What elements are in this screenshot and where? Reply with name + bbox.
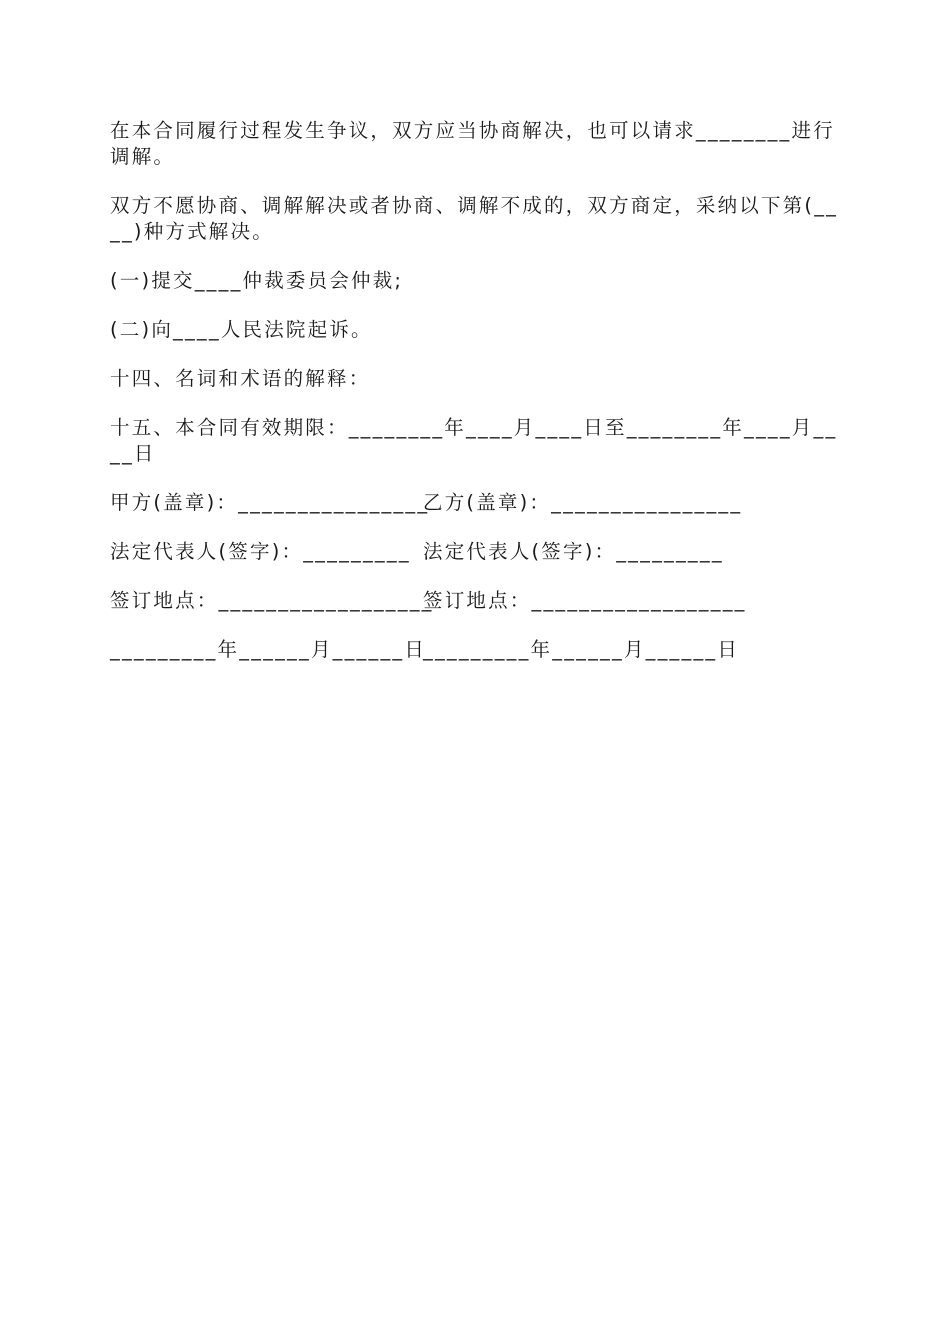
signature-row-date: [110, 637, 842, 663]
paragraph-option-court: (二)向____人民法院起诉。: [110, 318, 373, 341]
paragraph-option-arbitration: (一)提交____仲裁委员会仲裁;: [110, 269, 404, 292]
party-b-seal-field: 乙方(盖章)：________________: [423, 491, 743, 514]
paragraph-dispute-mediation: 在本合同履行过程发生争议，双方应当协商解决，也可以请求________进行调解。: [110, 119, 835, 168]
signature-row-representative: [110, 539, 842, 565]
party-a-seal-field: 甲方(盖章)：________________: [110, 491, 430, 514]
signature-row-place: [110, 588, 842, 614]
party-a-place-field: 签订地点：__________________: [110, 589, 434, 612]
section-15-validity: 十五、本合同有效期限：________年____月____日至________年____月____日: [110, 416, 838, 465]
signature-row-seal: [110, 490, 842, 516]
party-b-place-field: 签订地点：__________________: [423, 589, 747, 612]
paragraph-resolution-method: 双方不愿协商、调解解决或者协商、调解不成的，双方商定，采纳以下第(____)种方式解决。: [110, 194, 839, 243]
party-b-representative-field: 法定代表人(签字)：_________: [423, 540, 724, 563]
document-page: [110, 118, 842, 686]
section-14-terms: 十四、名词和术语的解释：: [110, 367, 371, 390]
party-a-date-field: _________年______月______日: [110, 638, 427, 661]
party-b-date-field: _________年______月______日: [423, 638, 740, 661]
party-a-representative-field: 法定代表人(签字)：_________: [110, 540, 411, 563]
